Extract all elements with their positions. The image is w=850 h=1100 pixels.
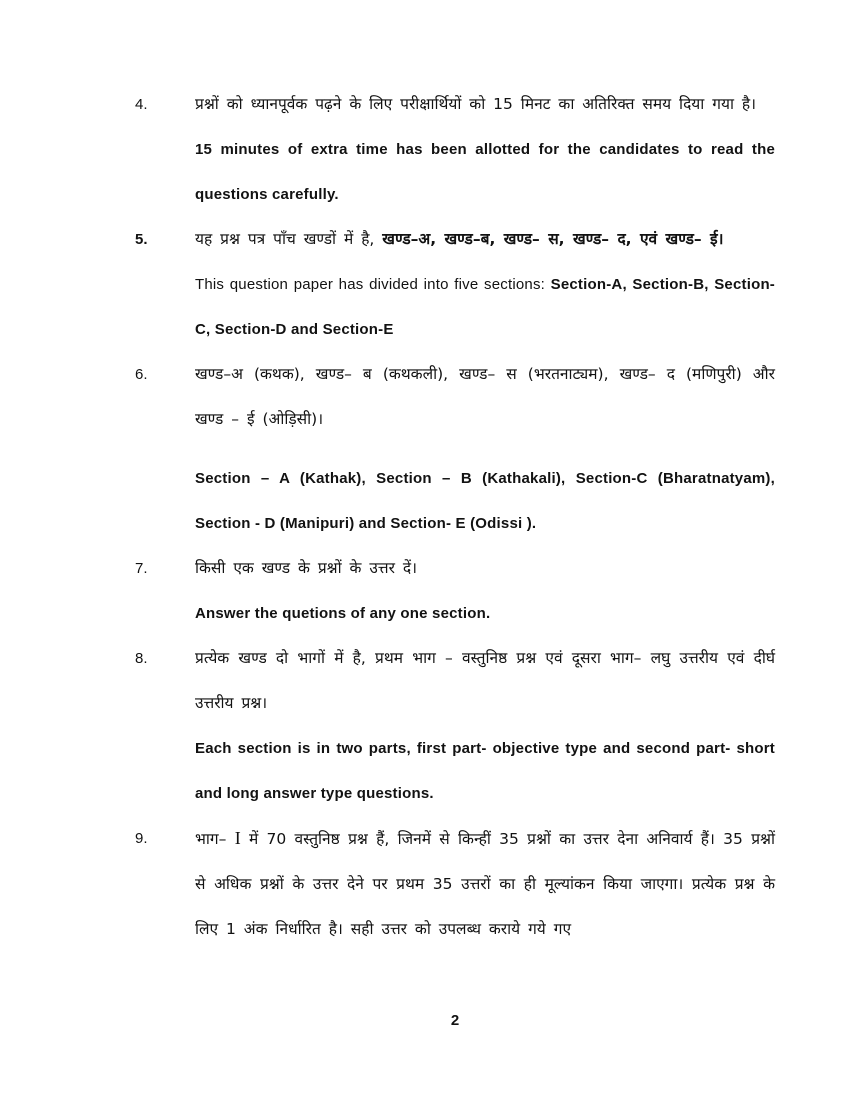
- english-intro-text: This question paper has divided into five sections:: [195, 276, 551, 293]
- item-number: 4.: [135, 96, 148, 113]
- item-body: [195, 217, 775, 352]
- instruction-item-9: [135, 816, 775, 952]
- item-number: 7.: [135, 560, 148, 577]
- item-number: 9.: [135, 830, 148, 847]
- hindi-part-prefix: भाग–: [195, 830, 235, 848]
- item-body: [195, 636, 775, 816]
- item-body: [195, 352, 775, 546]
- english-paragraph: [195, 262, 775, 352]
- english-paragraph: Section – A (Kathak), Section – B (Kathakali), Section-C (Bharatnatyam), Section - D (Manipuri) and Section- E (Odissi ).: [195, 470, 775, 532]
- instruction-item-7: [135, 546, 775, 636]
- english-section-names: Section-A, Section-B, Section-C, Section-D and Section-E: [195, 276, 776, 338]
- page-number: 2: [450, 1012, 460, 1029]
- english-paragraph: Answer the quetions of any one section.: [195, 605, 491, 622]
- item-body: [195, 82, 775, 217]
- item-body: [195, 816, 775, 952]
- hindi-paragraph: प्रत्येक खण्ड दो भागों में है, प्रथम भाग – वस्तुनिष्ठ प्रश्न एवं दूसरा भाग– लघु उत्तरीय एवं दीर्घ उत्तरीय प्रश्न।: [195, 649, 775, 712]
- english-paragraph: Each section is in two parts, first part- objective type and second part- short and long answer type questions.: [195, 740, 775, 802]
- instruction-item-8: [135, 636, 775, 816]
- hindi-section-names: खण्ड–अ, खण्ड–ब, खण्ड– स, खण्ड– द, एवं खण्ड– ई।: [382, 230, 724, 248]
- item-body: [195, 546, 775, 636]
- item-number: 6.: [135, 366, 148, 383]
- hindi-intro-text: यह प्रश्न पत्र पाँच खण्डों में है,: [195, 230, 383, 248]
- item-number: 8.: [135, 650, 148, 667]
- hindi-paragraph: किसी एक खण्ड के प्रश्नों के उत्तर दें।: [195, 559, 417, 577]
- item-number: 5.: [135, 231, 148, 248]
- english-paragraph: 15 minutes of extra time has been allotted for the candidates to read the questions carefully.: [195, 141, 775, 203]
- roman-numeral-one: I: [234, 828, 241, 848]
- hindi-paragraph: खण्ड–अ (कथक), खण्ड– ब (कथकली), खण्ड– स (भरतनाट्यम), खण्ड– द (मणिपुरी) और खण्ड – ई (ओड़िसी)।: [195, 365, 775, 428]
- instruction-item-6: [135, 352, 775, 546]
- hindi-part-body: में 70 वस्तुनिष्ठ प्रश्न हैं, जिनमें से किन्हीं 35 प्रश्नों का उत्तर देना अनिवार्य हैं। 35 प्रश्नों से अधिक प्रश्नों के उत्तर देने पर प्रथम 35 उत्तरों का ही मूल्यांकन किया जाएगा। प्रत्येक प्रश्न के लिए 1 अंक निर्धारित है। सही उत्तर को उपलब्ध कराये गये गए: [195, 830, 775, 938]
- hindi-paragraph: [195, 217, 775, 262]
- hindi-paragraph: प्रश्नों को ध्यानपूर्वक पढ़ने के लिए परीक्षार्थियों को 15 मिनट का अतिरिक्त समय दिया गया है।: [195, 95, 756, 113]
- instruction-item-4: [135, 82, 775, 217]
- instructions-list: [135, 82, 775, 952]
- hindi-paragraph: [195, 816, 775, 952]
- instruction-item-5: [135, 217, 775, 352]
